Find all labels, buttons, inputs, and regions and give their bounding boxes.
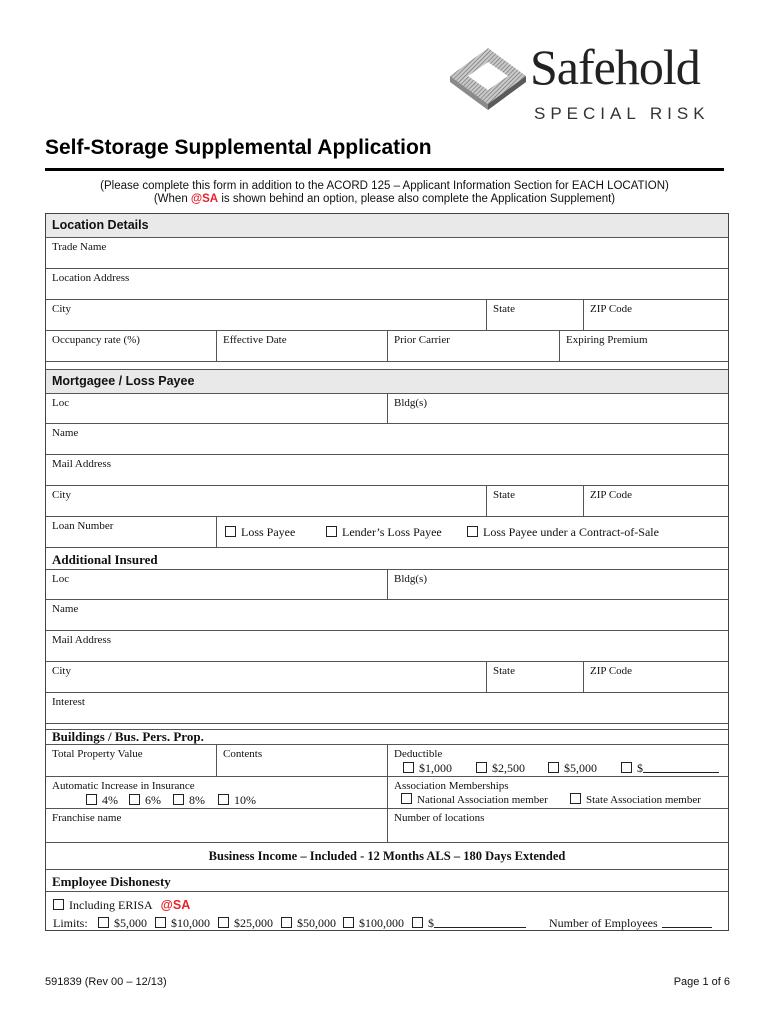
- city-label: City: [52, 303, 71, 315]
- national-association-label: National Association member: [417, 794, 548, 806]
- section-additional-header: [46, 548, 728, 570]
- deductible-2500-checkbox[interactable]: [476, 761, 525, 776]
- national-association-checkbox[interactable]: [401, 793, 548, 806]
- loan-number-field[interactable]: [46, 517, 217, 547]
- franchise-name-label: Franchise name: [52, 812, 122, 824]
- mail-address-label: Mail Address: [52, 458, 111, 470]
- erisa-checkbox[interactable]: [53, 898, 190, 913]
- additional-loc-row: [46, 570, 728, 600]
- trade-name-field[interactable]: [46, 238, 728, 269]
- prior-carrier-label: Prior Carrier: [394, 334, 450, 346]
- deductible-group: [388, 745, 728, 776]
- intro-line-1: (Please complete this form in addition to the ACORD 125 – Applicant Information Section for EACH LOCATION): [100, 180, 669, 192]
- checkbox-icon: [467, 526, 478, 537]
- trade-name-label: Trade Name: [52, 241, 107, 253]
- checkbox-icon: [570, 793, 581, 804]
- expiring-premium-label: Expiring Premium: [566, 334, 648, 346]
- brand-name: Safehold: [530, 39, 700, 95]
- limit-25000-label: $25,000: [234, 916, 273, 930]
- loan-number-label: Loan Number: [52, 520, 114, 532]
- location-address-field[interactable]: [46, 269, 728, 300]
- occupancy-rate-label: Occupancy rate (%): [52, 334, 140, 346]
- state-label: State: [493, 665, 515, 677]
- intro-line-2-pre: (When: [153, 193, 191, 205]
- checkbox-icon: [621, 762, 632, 773]
- contents-field[interactable]: [217, 745, 388, 776]
- page-number: Page 1 of 6: [673, 976, 730, 988]
- state-label: State: [493, 303, 515, 315]
- additional-zip-field[interactable]: [584, 662, 728, 692]
- state-association-checkbox[interactable]: [570, 793, 701, 806]
- page-title: Self-Storage Supplemental Application: [45, 136, 432, 159]
- number-of-locations-label: Number of locations: [394, 812, 485, 824]
- checkbox-icon: [86, 794, 97, 805]
- deductible-label: Deductible: [394, 748, 443, 760]
- additional-name-field[interactable]: [46, 600, 728, 631]
- loss-payee-label: Loss Payee: [241, 525, 296, 539]
- deductible-other-blank[interactable]: [643, 761, 719, 773]
- deductible-5000-label: $5,000: [564, 761, 597, 775]
- deductible-5000-checkbox[interactable]: [548, 761, 597, 776]
- deductible-1000-checkbox[interactable]: [403, 761, 452, 776]
- checkbox-icon: [173, 794, 184, 805]
- number-of-employees-blank[interactable]: [662, 916, 712, 928]
- mortgagee-bldgs-field[interactable]: [388, 394, 728, 423]
- additional-mail-field[interactable]: [46, 631, 728, 662]
- mortgagee-name-field[interactable]: [46, 424, 728, 455]
- name-label: Name: [52, 427, 79, 439]
- mortgagee-city-row: [46, 486, 728, 517]
- checkbox-icon: [548, 762, 559, 773]
- number-of-employees-field[interactable]: [549, 916, 712, 931]
- franchise-name-field[interactable]: [46, 809, 388, 842]
- contract-of-sale-label: Loss Payee under a Contract-of-Sale: [483, 525, 659, 539]
- state-association-label: State Association member: [586, 794, 701, 806]
- mortgagee-loan-row: [46, 517, 728, 548]
- section-buildings-header: [46, 730, 728, 745]
- lenders-loss-payee-checkbox[interactable]: [326, 525, 442, 540]
- mortgagee-mail-field[interactable]: [46, 455, 728, 486]
- title-divider: [45, 168, 724, 171]
- loss-payee-checkbox[interactable]: [225, 525, 295, 540]
- additional-state-field[interactable]: [487, 662, 584, 692]
- section-dishonesty-header: [46, 870, 728, 892]
- mail-address-label: Mail Address: [52, 634, 111, 646]
- limit-other-checkbox[interactable]: [412, 916, 526, 931]
- bldgs-label: Bldg(s): [394, 573, 427, 585]
- limit-25000-checkbox[interactable]: [218, 916, 273, 931]
- intro-line-2-post: is shown behind an option, please also complete the Application Supplement): [218, 193, 616, 205]
- section-location-header: [46, 214, 728, 238]
- prior-carrier-field[interactable]: [388, 331, 560, 361]
- limit-10000-label: $10,000: [171, 916, 210, 930]
- increase-8-label: 8%: [189, 793, 205, 807]
- limit-5000-checkbox[interactable]: [98, 916, 147, 931]
- occupancy-rate-field[interactable]: [46, 331, 217, 361]
- mortgagee-city-field[interactable]: [46, 486, 487, 516]
- effective-date-label: Effective Date: [223, 334, 287, 346]
- bldgs-label: Bldg(s): [394, 397, 427, 409]
- additional-city-field[interactable]: [46, 662, 487, 692]
- interest-label: Interest: [52, 696, 85, 708]
- brand-subtitle: SPECIAL RISK: [534, 104, 710, 123]
- contract-of-sale-checkbox[interactable]: [467, 525, 659, 540]
- checkbox-icon: [218, 917, 229, 928]
- auto-increase-label: Automatic Increase in Insurance: [52, 780, 195, 792]
- section-title-location: Location Details: [52, 218, 149, 232]
- auto-increase-group: [46, 777, 388, 808]
- business-income-text: Business Income – Included - 12 Months ALS – 180 Days Extended: [208, 849, 566, 863]
- total-property-value-label: Total Property Value: [52, 748, 143, 760]
- name-label: Name: [52, 603, 79, 615]
- section-title-buildings: Buildings / Bus. Pers. Prop.: [52, 729, 204, 744]
- form-number: 591839 (Rev 00 – 12/13): [45, 976, 167, 988]
- business-income-row: [46, 843, 728, 870]
- zip-label: ZIP Code: [590, 665, 633, 677]
- city-label: City: [52, 489, 71, 501]
- association-label: Association Memberships: [394, 780, 509, 792]
- loc-label: Loc: [52, 573, 70, 585]
- state-label: State: [493, 489, 515, 501]
- location-address-label: Location Address: [52, 272, 130, 284]
- checkbox-icon: [218, 794, 229, 805]
- checkbox-icon: [326, 526, 337, 537]
- buildings-value-row: [46, 745, 728, 777]
- total-property-value-field[interactable]: [46, 745, 217, 776]
- mortgagee-state-field[interactable]: [487, 486, 584, 516]
- location-state-field[interactable]: [487, 300, 584, 330]
- number-of-employees-label: Number of Employees: [549, 916, 658, 930]
- increase-6-label: 6%: [145, 793, 161, 807]
- mortgagee-loc-row: [46, 394, 728, 424]
- checkbox-icon: [403, 762, 414, 773]
- effective-date-field[interactable]: [217, 331, 388, 361]
- checkbox-icon: [343, 917, 354, 928]
- increase-4-label: 4%: [102, 793, 118, 807]
- increase-6-checkbox[interactable]: [129, 793, 161, 808]
- intro-line-2: [45, 193, 724, 205]
- section-title-additional: Additional Insured: [52, 552, 158, 567]
- increase-4-checkbox[interactable]: [86, 793, 118, 808]
- limit-50000-checkbox[interactable]: [281, 916, 336, 931]
- additional-interest-field[interactable]: [46, 693, 728, 724]
- checkbox-icon: [129, 794, 140, 805]
- diamond-logo-icon: [448, 46, 528, 110]
- city-label: City: [52, 665, 71, 677]
- checkbox-icon: [401, 793, 412, 804]
- checkbox-icon: [155, 917, 166, 928]
- deductible-other-label: $: [637, 761, 643, 775]
- increase-8-checkbox[interactable]: [173, 793, 205, 808]
- checkbox-icon: [98, 917, 109, 928]
- limit-100000-checkbox[interactable]: [343, 916, 404, 931]
- limit-other-label: $: [428, 916, 434, 930]
- limit-10000-checkbox[interactable]: [155, 916, 210, 931]
- additional-loc-field[interactable]: [46, 570, 388, 599]
- contents-label: Contents: [223, 748, 263, 760]
- limit-5000-label: $5,000: [114, 916, 147, 930]
- limits-label: Limits:: [53, 916, 88, 930]
- deductible-2500-label: $2,500: [492, 761, 525, 775]
- checkbox-icon: [281, 917, 292, 928]
- limit-50000-label: $50,000: [297, 916, 336, 930]
- section-title-mortgagee: Mortgagee / Loss Payee: [52, 374, 195, 388]
- additional-bldgs-field[interactable]: [388, 570, 728, 599]
- mortgagee-zip-field[interactable]: [584, 486, 728, 516]
- lenders-loss-payee-label: Lender’s Loss Payee: [342, 525, 442, 539]
- checkbox-icon: [225, 526, 236, 537]
- zip-label: ZIP Code: [590, 303, 633, 315]
- section-mortgagee-header: [46, 370, 728, 394]
- number-of-locations-field[interactable]: [388, 809, 728, 842]
- section-title-dishonesty: Employee Dishonesty: [52, 874, 171, 889]
- limit-100000-label: $100,000: [359, 916, 404, 930]
- location-zip-field[interactable]: [584, 300, 728, 330]
- increase-10-checkbox[interactable]: [218, 793, 256, 808]
- erisa-label: Including ERISA: [69, 898, 153, 912]
- association-group: [388, 777, 728, 808]
- loc-label: Loc: [52, 397, 70, 409]
- deductible-1000-label: $1,000: [419, 761, 452, 775]
- increase-10-label: 10%: [234, 793, 256, 807]
- checkbox-icon: [412, 917, 423, 928]
- buildings-increase-row: [46, 777, 728, 809]
- deductible-other-checkbox[interactable]: [621, 761, 719, 776]
- section-spacer: [46, 362, 728, 370]
- dishonesty-body: [46, 892, 728, 932]
- checkbox-icon: [53, 899, 64, 910]
- location-occupancy-row: [46, 331, 728, 362]
- mortgagee-loc-field[interactable]: [46, 394, 388, 423]
- company-logo: [448, 39, 733, 124]
- buildings-franchise-row: [46, 809, 728, 843]
- sa-marker: @SA: [160, 898, 191, 912]
- checkbox-icon: [476, 762, 487, 773]
- additional-city-row: [46, 662, 728, 693]
- zip-label: ZIP Code: [590, 489, 633, 501]
- limit-other-blank[interactable]: [434, 916, 526, 928]
- application-form: [45, 213, 729, 931]
- location-city-row: [46, 300, 728, 331]
- expiring-premium-field[interactable]: [560, 331, 728, 361]
- sa-marker: @SA: [190, 193, 219, 205]
- location-city-field[interactable]: [46, 300, 487, 330]
